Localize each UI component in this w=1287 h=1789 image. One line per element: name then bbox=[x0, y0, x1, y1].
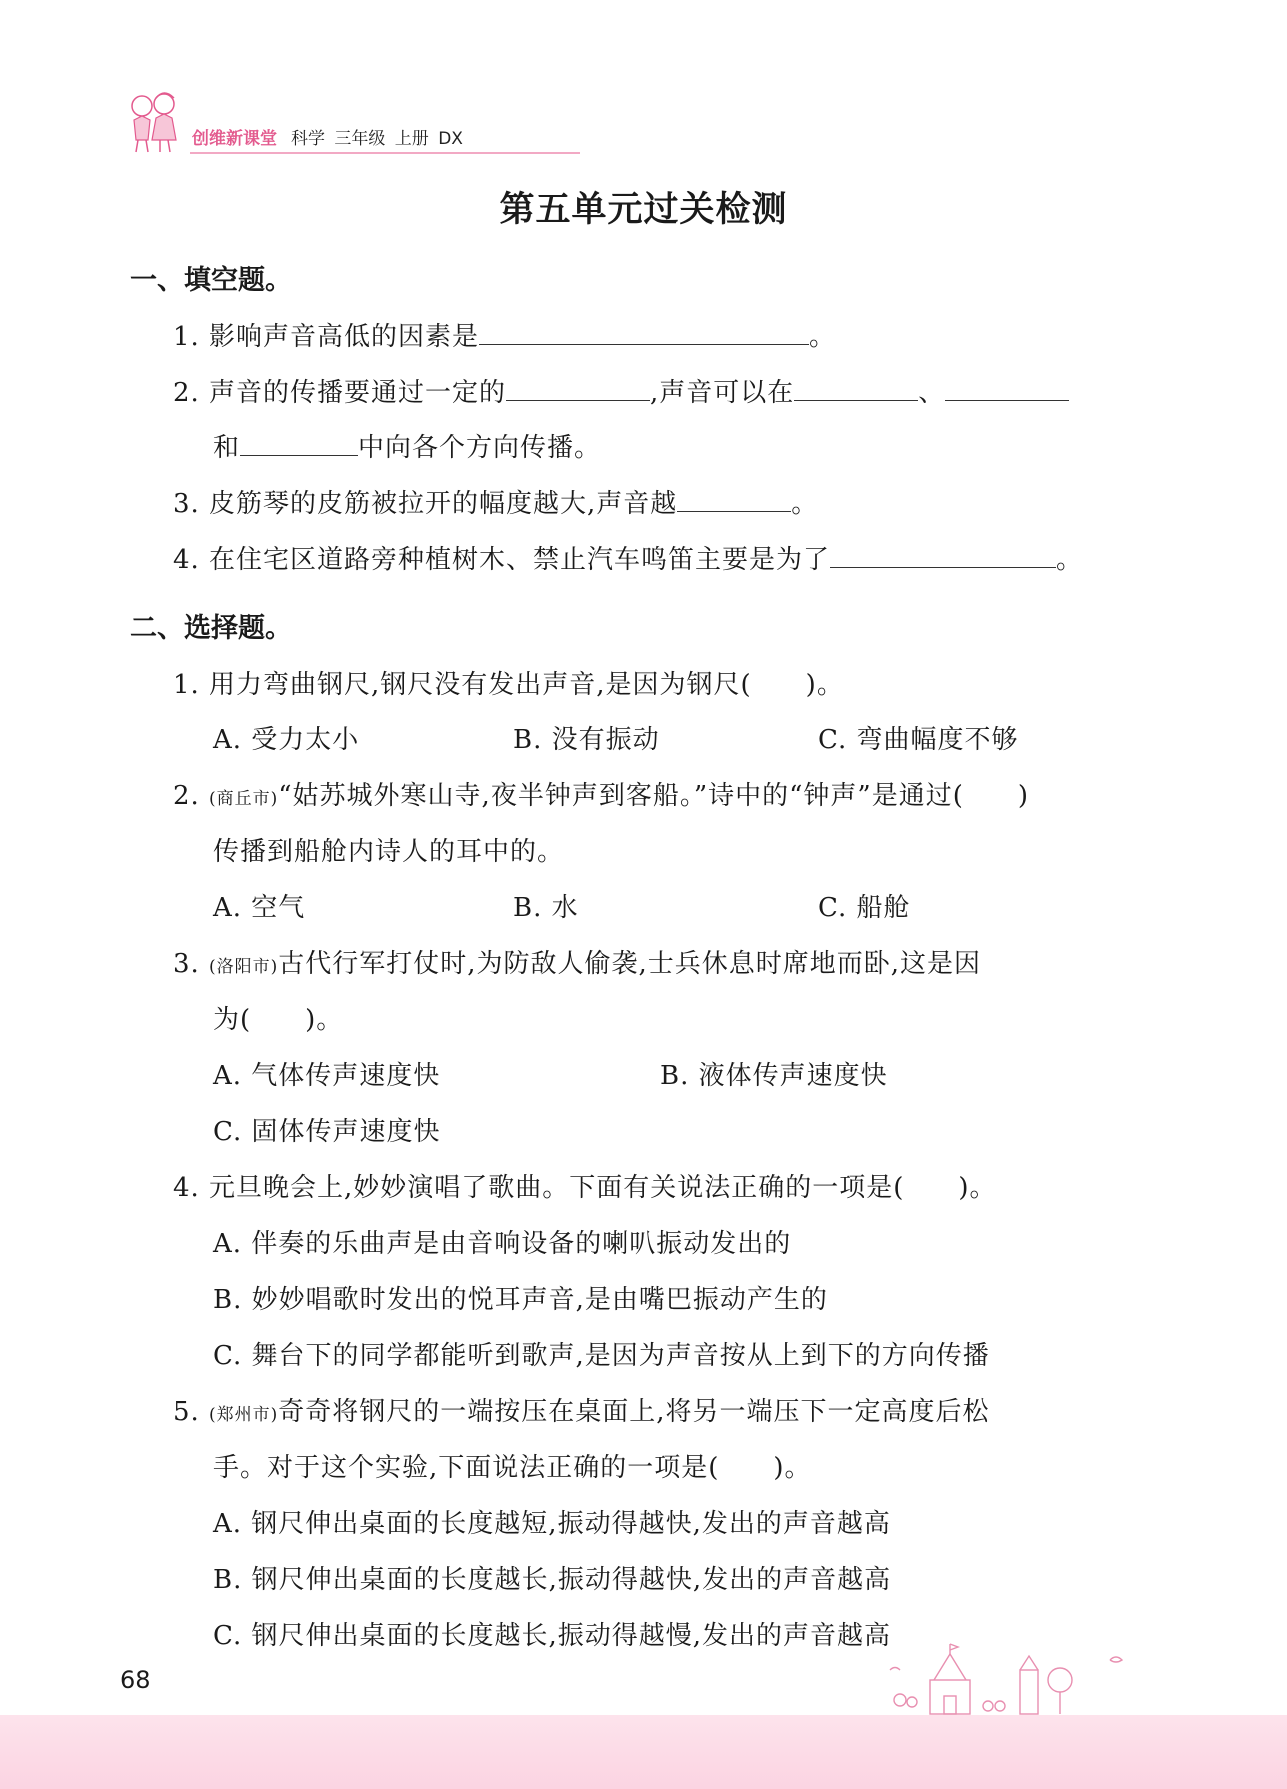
option-a[interactable]: A. 受力太小 bbox=[213, 725, 360, 755]
option-b[interactable]: B. 妙妙唱歌时发出的悦耳声音,是由嘴巴振动产生的 bbox=[213, 1285, 828, 1315]
choice-question-1: 1. 用力弯曲钢尺,钢尺没有发出声音,是因为钢尺( )。 bbox=[173, 670, 844, 700]
fill-question-3: 3. 皮筋琴的皮筋被拉开的幅度越大,声音越 。 bbox=[173, 489, 819, 519]
answer-blank[interactable] bbox=[830, 543, 1056, 568]
choice-question-3: 3. (洛阳市)古代行军打仗时,为防敌人偷袭,士兵休息时席地而卧,这是因 bbox=[173, 949, 982, 979]
answer-blank[interactable] bbox=[479, 320, 809, 345]
source-tag: (郑州市) bbox=[209, 1405, 279, 1425]
choice-question-2-cont: 传播到船舱内诗人的耳中的。 bbox=[213, 837, 565, 867]
footer-band bbox=[0, 1715, 1287, 1789]
kids-logo-icon bbox=[120, 86, 190, 156]
choice-question-5: 5. (郑州市)奇奇将钢尺的一端按压在桌面上,将另一端压下一定高度后松 bbox=[173, 1397, 990, 1427]
castle-decoration-icon bbox=[870, 1640, 1170, 1720]
choice-question-2: 2. (商丘市)“姑苏城外寒山寺,夜半钟声到客船。”诗中的“钟声”是通过( ) bbox=[173, 781, 1029, 811]
source-tag: (洛阳市) bbox=[209, 957, 279, 977]
answer-blank[interactable] bbox=[240, 431, 358, 456]
option-a[interactable]: A. 钢尺伸出桌面的长度越短,振动得越快,发出的声音越高 bbox=[213, 1509, 891, 1539]
subject-label: 科学 三年级 上册 DX bbox=[291, 129, 463, 149]
choice-question-4: 4. 元旦晚会上,妙妙演唱了歌曲。下面有关说法正确的一项是( )。 bbox=[173, 1173, 997, 1203]
header-divider bbox=[190, 152, 580, 154]
option-b[interactable]: B. 没有振动 bbox=[513, 725, 660, 755]
fill-question-1: 1. 影响声音高低的因素是 。 bbox=[173, 322, 837, 352]
choice-question-5-cont: 手。对于这个实验,下面说法正确的一项是( )。 bbox=[213, 1453, 812, 1483]
answer-blank[interactable] bbox=[945, 376, 1069, 401]
page-number: 68 bbox=[120, 1666, 151, 1694]
source-tag: (商丘市) bbox=[209, 789, 279, 809]
option-c[interactable]: C. 钢尺伸出桌面的长度越长,振动得越慢,发出的声音越高 bbox=[213, 1621, 892, 1651]
option-c[interactable]: C. 船舱 bbox=[818, 893, 911, 923]
page-title: 第五单元过关检测 bbox=[499, 190, 788, 230]
option-b[interactable]: B. 水 bbox=[513, 893, 579, 923]
option-b[interactable]: B. 液体传声速度快 bbox=[660, 1061, 888, 1091]
option-a[interactable]: A. 空气 bbox=[213, 893, 306, 923]
choice-question-3-cont: 为( )。 bbox=[213, 1005, 344, 1035]
answer-blank[interactable] bbox=[506, 376, 650, 401]
option-a[interactable]: A. 伴奏的乐曲声是由音响设备的喇叭振动发出的 bbox=[213, 1229, 792, 1259]
option-c[interactable]: C. 舞台下的同学都能听到歌声,是因为声音按从上到下的方向传播 bbox=[213, 1341, 990, 1371]
fill-question-2: 2. 声音的传播要通过一定的 ,声音可以在 、 bbox=[173, 372, 1069, 409]
section-heading-fill-blank: 一、填空题。 bbox=[130, 265, 292, 296]
fill-question-2-cont: 和 中向各个方向传播。 bbox=[213, 433, 602, 463]
fill-question-4: 4. 在住宅区道路旁种植树木、禁止汽车鸣笛主要是为了 。 bbox=[173, 545, 1084, 575]
option-b[interactable]: B. 钢尺伸出桌面的长度越长,振动得越快,发出的声音越高 bbox=[213, 1565, 892, 1595]
header-text bbox=[192, 124, 463, 149]
option-a[interactable]: A. 气体传声速度快 bbox=[213, 1061, 441, 1091]
option-c[interactable]: C. 固体传声速度快 bbox=[213, 1117, 441, 1147]
answer-blank[interactable] bbox=[677, 487, 791, 512]
section-heading-multiple-choice: 二、选择题。 bbox=[130, 613, 292, 644]
page-header bbox=[120, 72, 570, 162]
answer-blank[interactable] bbox=[794, 376, 918, 401]
brand-name: 创维新课堂 bbox=[192, 129, 277, 149]
option-c[interactable]: C. 弯曲幅度不够 bbox=[818, 725, 1019, 755]
